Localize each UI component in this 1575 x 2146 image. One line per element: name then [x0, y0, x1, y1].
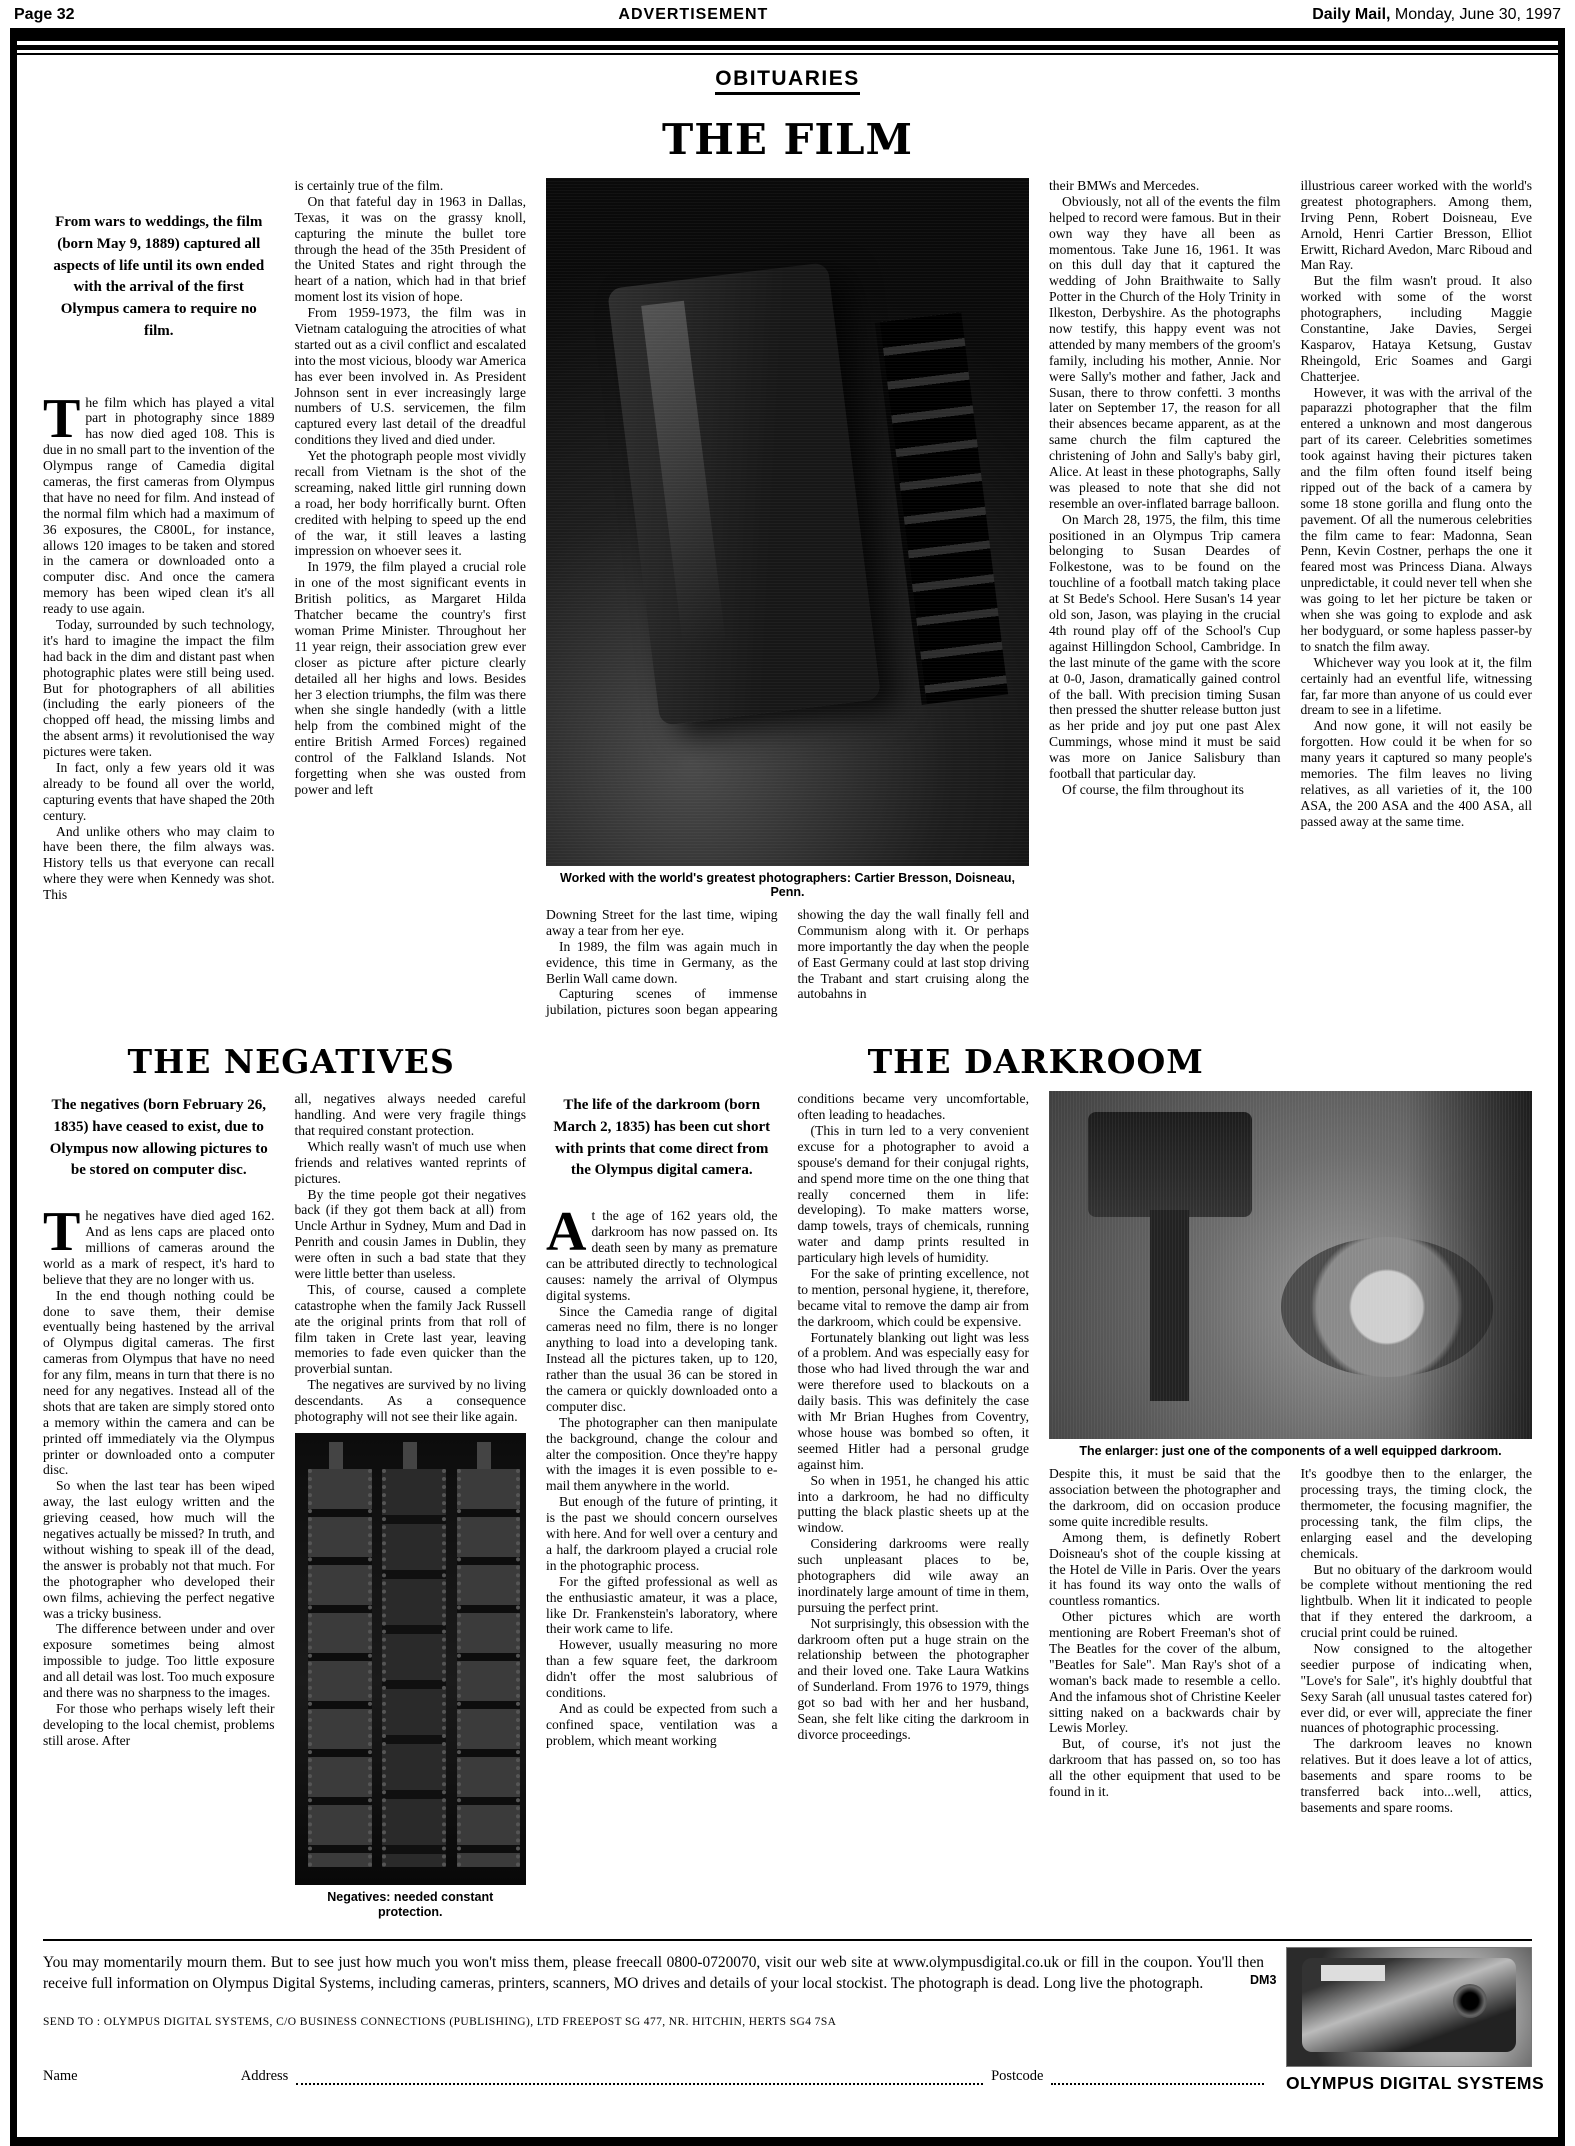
film-column-6 — [1301, 178, 1533, 1018]
paragraph: On that fateful day in 1963 in Dallas, Texas, it was on the grassy knoll, capturing the minute the bullet tore through the head of the 35th President of the United States and right through the heart of a nation, which had in that brief moment lost its vision of hope. — [294, 193, 526, 305]
paragraph: Despite this, it must be said that the association between the photographer and the darkroom, did on occasion produce some quite incredible results. — [1049, 1466, 1281, 1529]
paragraph: Which really wasn't of much use when friends and relatives wanted reprints of pictures. — [294, 1138, 526, 1186]
paragraph: And as could be expected from such a confined space, ventilation was a problem, which meant working — [546, 1700, 778, 1748]
paragraph: Downing Street for the last time, wiping away a tear from her eye. — [546, 907, 778, 938]
negatives-column-2 — [295, 1091, 527, 1927]
address-field-line — [296, 2069, 983, 2085]
postcode-label: Postcode — [991, 2067, 1044, 2084]
negatives-photo — [295, 1433, 527, 1885]
send-to-address: SEND TO : OLYMPUS DIGITAL SYSTEMS, C/O BUSINESS CONNECTIONS (PUBLISHING), LTD FREEPOST SG 477, NR. HITCHIN, HERTS SG4 7SA — [43, 2015, 837, 2028]
paragraph: For the gifted professional as well as the enthusiastic amateur, it was a place, like Dr. Frankenstein's laboratory, where their work came to life. — [546, 1573, 778, 1637]
paragraph: And unlike others who may claim to have been there, the film always was. History tells us that everyone can recall where they were when Kennedy was shot. This — [43, 823, 275, 903]
darkroom-intro: The life of the darkroom (born March 2, 1835) has been cut short with prints that come direct from the Olympus digital camera. — [553, 1097, 771, 1179]
film-column-1-text — [43, 387, 275, 904]
negative-strip-shape — [308, 1469, 372, 1867]
film-section — [17, 178, 1558, 1018]
paragraph: So when in 1951, he changed his attic into a darkroom, he had no difficulty putting the black plastic sheets up at the window. — [797, 1472, 1029, 1536]
camera-flash-shape — [1321, 1965, 1384, 1982]
paragraph: Other pictures which are worth mentioning are Robert Freeman's shot of The Beatles for the cover of the album, "Beatles for Sale". Man Ray's shot of a woman's back made to resemble a cello. And the infamous shot of Christine Keeler sitting naked on a backwards chair by Lewis Morley. — [1049, 1609, 1281, 1736]
darkroom-column-4 — [1301, 1466, 1533, 1816]
film-photo-cell — [546, 178, 1029, 1018]
paragraph: At the age of 162 years old, the darkroom has now passed on. Its death seen by many as premature can be attributed directly to technological causes: namely the arrival of Olympus digital systems. — [546, 1201, 778, 1303]
negatives-intro: The negatives (born February 26, 1835) have ceased to exist, due to Olympus now allowing pictures to be stored on computer disc. — [49, 1097, 268, 1179]
page-header — [0, 0, 1575, 28]
negatives-column-1-text — [43, 1201, 275, 1748]
paragraph: But the film wasn't proud. It also worked with some of the worst photographers, including Maggie Constantine, Jake Davies, Sergei Kasparov, Hataya Ketsung, Gustav Rheingold, Eric Soames and Gargi Chatterjee. — [1300, 273, 1532, 384]
paragraph: Fortunately blanking out light was less of a problem. And was especially easy for those who had lived through the war and were therefore used to blackouts on a daily basis. This was definitely the case with Mr Brian Hughes from Coventry, whose house was bombed so often, it seemed Hitler had a personal grudge against him. — [797, 1329, 1029, 1472]
brand-block — [1250, 1947, 1545, 2094]
film-photo-caption: Worked with the world's greatest photographers: Cartier Bresson, Doisneau, Penn. — [560, 871, 1015, 899]
paragraph: From 1959-1973, the film was in Vietnam cataloguing the atrocities of what started out as a civil conflict and escalated into the most vicious, bloody war America has ever been involved in. As President Johnson sent in ever increasingly large numbers of U.S. servicemen, the film captured every last detail of the dreadful conditions they lived and died under. — [294, 305, 526, 448]
paragraph: Today, surrounded by such technology, it's hard to imagine the impact the film had back in the dim and distant past when photographic plates were still being used. But for photographers of all abilities (including the early pioneers of the chopped off head, the missing limbs and the absent arms) it revolutionised the way pictures were taken. — [43, 616, 275, 760]
film-headline: THE FILM — [661, 115, 914, 164]
darkroom-headline: THE DARKROOM — [867, 1042, 1204, 1082]
enlarger-photo-grain — [1049, 1091, 1532, 1439]
paragraph: But enough of the future of printing, it is the past we should concern ourselves with here. And for well over a century and a half, the darkroom played a crucial role in the photographic process. — [546, 1494, 778, 1573]
page-number: Page 32 — [14, 6, 75, 23]
film-photo-grain — [546, 178, 1029, 866]
negative-strip-shape — [382, 1469, 446, 1867]
darkroom-column-2 — [798, 1091, 1030, 1927]
paragraph: is certainly true of the film. — [294, 178, 444, 193]
paragraph: illustrious career worked with the world's greatest photographers. Among them, Irving Penn, Robert Doisneau, Eve Arnold, Henri Cartier Bresson, Elliot Erwitt, Richard Avedon, Marc Riboud and Man Ray. — [1300, 178, 1532, 273]
paragraph: By the time people got their negatives back (if they got them back at all) from Uncle Arthur in Sydney, Mum and Dad in Penrith and cousin James in Dublin, they were often in such a bad state that they were little better than useless. — [294, 1186, 526, 1282]
lower-section — [17, 1091, 1558, 1927]
darkroom-photo-cell — [1049, 1091, 1532, 1927]
paragraph: Whichever way you look at it, the film certainly had an eventful life, witnessing far, far more than anyone of us could ever dream to see in a lifetime. — [1300, 654, 1532, 718]
paragraph: all, negatives always needed careful handling. And were very fragile things that required constant protection. — [294, 1091, 526, 1139]
negative-strip-shape — [457, 1469, 521, 1867]
name-label: Name — [43, 2067, 78, 2084]
paragraph: Considering darkrooms were really such unpleasant places to be, photographers did wile away an inordinately large amount of time in them, pursuing the perfect print. — [797, 1536, 1029, 1615]
paragraph: For the sake of printing excellence, not to mention, personal hygiene, it, therefore, became vital to remove the damp air from the darkroom, which could be expensive. — [797, 1266, 1029, 1329]
darkroom-lower-columns — [1049, 1466, 1532, 1816]
paragraph: But no obituary of the darkroom would be complete without mentioning the red lightbulb. When lit it indicated to people that if they entered the darkroom, a crucial print could be ruined. — [1300, 1561, 1532, 1641]
paragraph: This, of course, caused a complete catastrophe when the family Jack Russell ate the original prints from that roll of film taken in Crete last year, leaving memories to fade even quicker than the proverbial suntan. — [294, 1281, 526, 1377]
enlarger-photo-caption: The enlarger: just one of the components of a well equipped darkroom. — [1079, 1444, 1502, 1459]
paragraph: In fact, only a few years old it was already to be found all over the world, capturing events that have shaped the 20th century. — [43, 759, 275, 823]
negatives-photo-caption: Negatives: needed constant protection. — [327, 1889, 494, 1919]
paragraph: However, it was with the arrival of the paparazzi photographer that the film entered a unknown and most dangerous part of its career. Celebrities sometimes took against having their pictures taken and the film often found itself being ripped out of the back of a camera by some 18 stone gorilla and flung onto the pavement. Of all the numerous celebrities the film came to fear: Madonna, Sean Penn, Kevin Costner, perhaps the one it feared most was Princess Diana. Always unpredictable, it could never tell when she was going to let her picture be taken or when she was going to explode and ask her bodyguard, or some hapless passer-by to snatch the film away. — [1300, 384, 1532, 654]
camera-photo — [1286, 1947, 1532, 2067]
drop-cap: T — [43, 387, 81, 450]
paragraph: The film which has played a vital part in photography since 1889 has now died aged 108. This is due in no small part to the invention of the Olympus range of Camedia digital cameras, the first cameras from Olympus that have no need for film. And instead of the normal film which had a maximum of 36 exposures, the C800L, for instance, allows 120 images to be taken and stored in the camera or downloaded onto a computer disc. And once the camera memory has been wiped clean it's all ready to use again. — [43, 387, 275, 617]
paragraph: Of course, the film throughout its — [1062, 781, 1244, 797]
advertisement-label: ADVERTISEMENT — [618, 6, 769, 23]
film-column-1 — [43, 178, 275, 1018]
paragraph: So when the last tear has been wiped away, the last eulogy written and the grieving ceased, how much will the negatives actually be missed? In truth, and without wishing to speak ill of the dead, the answer is probably not that much. For the photographer who developed their own films, achieving the perfect negative was a tricky business. — [43, 1478, 275, 1621]
address-label: Address — [240, 2067, 289, 2084]
dm3-code: DM3 — [1250, 1973, 1277, 1988]
paragraph: their BMWs and Mercedes. — [1049, 178, 1200, 193]
postcode-field-line — [1051, 2069, 1264, 2085]
drop-cap: T — [43, 1201, 81, 1264]
negatives-headline: THE NEGATIVES — [127, 1042, 455, 1082]
paragraph: conditions became very uncomfortable, often leading to headaches. — [797, 1091, 1029, 1123]
advert-frame — [10, 28, 1565, 2146]
paragraph: And now gone, it will not easily be forgotten. How could it be when for so many years it captured so many people's memories. The film leaves no living relatives, as all varieties of it, the 100 ASA, the 200 ASA and the 400 ASA, all passed away at the same time. — [1300, 718, 1532, 829]
negatives-column-2-text — [295, 1091, 527, 1425]
paragraph: The negatives are survived by no living descendants. As a consequence photography will not see their like again. — [294, 1377, 526, 1425]
coupon-text: You may momentarily mourn them. But to see just how much you won't miss them, please freecall 0800-0720070, visit our web site at www.olympusdigital.co.uk or fill in the coupon. You'll then receive full information on Olympus Digital Systems, including cameras, printers, scanners, MO drives and details of your local stockist. The photograph is dead. Long live the photograph. — [43, 1954, 1264, 1992]
paragraph: But, of course, it's not just the darkroom that has passed on, so too has all the other equipment that used to be found in it. — [1049, 1736, 1281, 1800]
paragraph: Since the Camedia range of digital cameras need no film, there is no longer anything to load into a developing tank. Instead all the pictures taken, up to 120, rather than the usual 36 can be stored in the camera or quickly downloaded onto a computer disc. — [546, 1303, 778, 1414]
paragraph: It's goodbye then to the enlarger, the processing trays, the timing clock, the thermometer, the focusing magnifier, the processing tank, the film clips, the enlarging easel and the developing chemicals. — [1300, 1466, 1532, 1561]
darkroom-column-1-text — [546, 1201, 778, 1748]
negatives-column-1 — [43, 1091, 275, 1927]
newspaper-date-rest: Monday, June 30, 1997 — [1390, 6, 1561, 23]
paragraph: Now consigned to the altogether seedier purpose of indicating when, "Love's for Sale", it's highly doubtful that Sexy Sarah (all unusual tastes catered for) ever did, or ever will, appreciate the finer nuances of photographic processing. — [1300, 1641, 1532, 1736]
obituaries-label-wrap — [17, 67, 1558, 95]
paragraph: Obviously, not all of the events the film helped to record were famous. But in their own way they have all been as momentous. Take June 16, 1961. It was on this dull day that it captured the wedding of John Braithwaite to Sally Potter in the Church of the Holy Trinity in Ilkeston, Derbyshire. As the photographs now testify, this happy event was not attended by many members of the groom's family, including his mother, Annie. Nor were Sally's mother and father, Jack and Susan, there to throw confetti. 3 months later on September 17, the reason for all their absences became apparent, as at the same church the film captured the christening of John and Sally's baby girl, Alice. At least in these photographs, Sally was pleased to note that she did not resemble an over-inflated barrage balloon. — [1049, 193, 1281, 511]
lower-headlines-row — [17, 1024, 1558, 1091]
obituaries-label: OBITUARIES — [715, 67, 860, 95]
top-rule-thick — [17, 28, 1558, 41]
top-rule-mid — [17, 45, 1558, 50]
camera-lens-shape — [1453, 1984, 1487, 2018]
paragraph: The photographer can then manipulate the background, change the colour and alter the composition. Once they're happy with the images it is even possible to e-mail them anywhere in the world. — [546, 1414, 778, 1494]
paragraph: The difference between under and over exposure sometimes being almost impossible to judge. Too little exposure and all detail was lost. Too much exposure and there was no sharpness to the images. — [43, 1621, 275, 1700]
newspaper-title: Daily Mail, — [1312, 6, 1391, 23]
paragraph: In 1979, the film played a crucial role in one of the most significant events in British politics, as Margaret Hilda Thatcher became the country's first woman Prime Minister. Throughout her 11 year reign, their association grew ever closer as picture after picture clearly detailed all her highs and lows. Besides her 3 election triumphs, the film was there when she single handedly (with a little help from the combined might of the entire British Armed Forces) regained control of the Falkland Islands. Not forgetting when she was ousted from power and left — [294, 559, 526, 797]
film-column-2 — [295, 178, 527, 1018]
coupon-form — [43, 2068, 1264, 2085]
drop-cap: A — [546, 1201, 587, 1264]
coupon-section — [43, 1939, 1545, 2137]
paragraph: However, usually measuring no more than a few square feet, the darkroom didn't offer the most salubrious of conditions. — [546, 1637, 778, 1700]
film-photo — [546, 178, 1029, 866]
top-rule-thin — [17, 53, 1558, 55]
paragraph: The negatives have died aged 162. And as lens caps are placed onto millions of cameras around the world as a mark of respect, it's hard to believe that they are no longer with us. — [43, 1201, 275, 1287]
darkroom-column-3 — [1049, 1466, 1281, 1816]
film-column-5 — [1049, 178, 1281, 1018]
film-under-photo-text — [546, 907, 1029, 1018]
paragraph: Yet the photograph people most vividly recall from Vietnam is the shot of the screaming, naked little girl running down a road, her body horrifically burnt. Often credited with helping to speed up the end of the war, it still leaves a lasting impression on whoever sees it. — [294, 448, 526, 559]
olympus-logo: OLYMPUS DIGITAL SYSTEMS — [1286, 2073, 1545, 2094]
newspaper-date — [1312, 6, 1561, 24]
paragraph: On March 28, 1975, the film, this time positioned in an Olympus Trip camera belonging to Susan Deardes of Folkestone, was to be found on the touchline of a football match taking place at St Bede's School. Here Susan's 14 year old son, Jason, was playing in the crucial 4th round play off of the School's Cup against Hillingdon School, Cambridge. In the last minute of the game with the score at 0-0, Jason, dramatically gained control of the ball. With precision timing Susan then pressed the shutter release button just as her pride and joy put one past Alex Cummings, whose mind it must be said was more on Janice Salisbury than football that particular day. — [1049, 511, 1281, 781]
paragraph: (This in turn led to a very convenient excuse for a photographer to avoid a spouse's demand for their conjugal rights, and spend more time on the one thing that really concerned them in life: developing). To make matters worse, damp towels, trays of chemicals, running water and damp prints resulted in particulary high levels of humidity. — [797, 1123, 1029, 1266]
paragraph: In 1989, the film was again much in evidence, this time in Germany, as the Berlin Wall came down. — [546, 938, 778, 986]
enlarger-photo — [1049, 1091, 1532, 1439]
paragraph: Capturing scenes of immense jubilation, pictures soon began appearing showing the day the wall finally fell and Communism along with it. Or perhaps more importantly the day when the people of East Germany could at last stop driving the Trabant and start cruising along the autobahns in — [546, 907, 1029, 1018]
paragraph: Among them, is definetly Robert Doisneau's shot of the couple kissing at the Hotel de Ville in Paris. Over the years it has found its way onto the walls of countless romantics. — [1049, 1529, 1281, 1609]
paragraph: The darkroom leaves no known relatives. But it does leave a lot of attics, basements and spare rooms to be transferred back into...well, attics, basements and spare rooms. — [1300, 1736, 1532, 1815]
darkroom-column-1 — [546, 1091, 778, 1927]
film-intro: From wars to weddings, the film (born May 9, 1889) captured all aspects of life until its own ended with the arrival of the first Olympus camera to require no film. — [53, 214, 265, 339]
paragraph: For those who perhaps wisely left their developing to the local chemist, problems still arose. After — [43, 1700, 275, 1748]
paragraph: Not surprisingly, this obsession with the darkroom often put a huge strain on the relationship between the photographer and their loved one. Take Laura Watkins of Sunderland. From 1976 to 1979, things got so bad with her and her husband, Sean, she felt like citing the darkroom in divorce proceedings. — [797, 1615, 1029, 1742]
paragraph: In the end though nothing could be done to save them, their demise eventually being hastened by the arrival of Olympus digital cameras. The first cameras from Olympus that have no need for any film, means in turn that there is no need for any negatives. Instead all of the shots that are taken are simply stored onto a memory within the camera and can be printed off immediately via the Olympus printer or downloaded onto a computer disc. — [43, 1287, 275, 1478]
